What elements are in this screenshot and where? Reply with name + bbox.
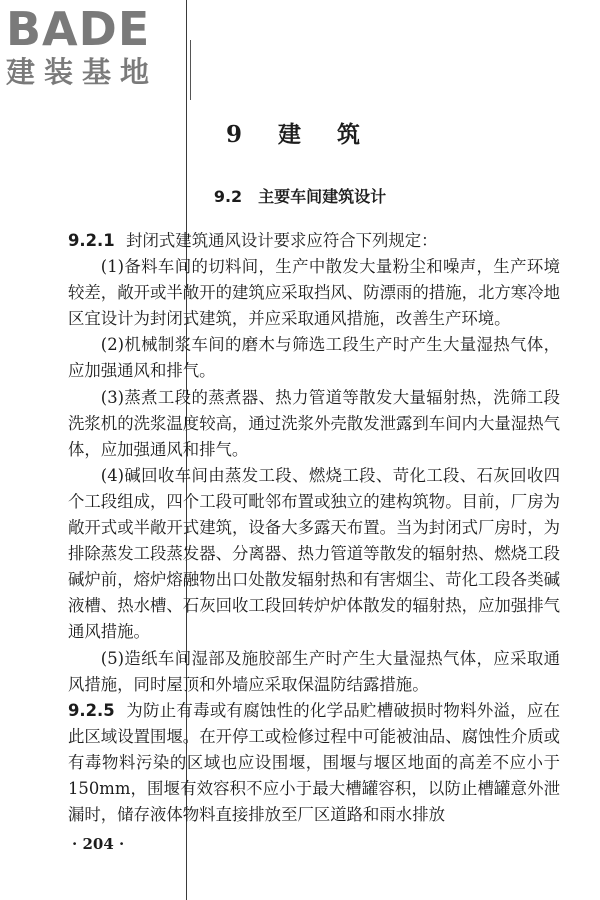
clause-9-2-5 — [68, 698, 560, 828]
logo-subtitle: 建装基地 — [6, 55, 159, 89]
page-number: · 204 · — [72, 835, 125, 853]
clause-item: (1)备料车间的切料间，生产中散发大量粉尘和噪声，生产环境较差，敞开或半敞开的建筑应采取挡风、防漂雨的措施，北方寒冷地区宜设计为封闭式建筑，并应采取通风措施，改善生产环境。 — [68, 257, 560, 329]
document-body — [68, 228, 560, 828]
chapter-title: 9 建 筑 — [225, 121, 375, 148]
binding-line-secondary — [190, 40, 191, 100]
clause-item: (5)造纸车间湿部及施胶部生产时产生大量湿热气体，应采取通风措施，同时屋顶和外墙应采取保温防结露措施。 — [68, 648, 560, 694]
section-title: 9.2 主要车间建筑设计 — [213, 187, 387, 206]
clause-number: 9.2.1 — [68, 231, 115, 250]
site-logo — [6, 4, 158, 88]
clause-item: (2)机械制浆车间的磨木与筛选工段生产时产生大量湿热气体，应加强通风和排气。 — [68, 335, 560, 381]
clause-item: (4)碱回收车间由蒸发工段、燃烧工段、苛化工段、石灰回收四个工段组成，四个工段可毗邻布置或独立的建构筑物。目前，厂房为敞开式或半敞开式建筑，设备大多露天布置。当为封闭式厂房时，为排除蒸发工段蒸发器、分离器、热力管道等散发的辐射热、燃烧工段碱炉前，熔炉熔融物出口处散发辐射热和有害烟尘、苛化工段各类碱液槽、热水槽、石灰回收工段回转炉炉体散发的辐射热，应加强排气通风措施。 — [68, 465, 560, 642]
logo-wordmark: BADE — [6, 2, 151, 56]
clause-number: 9.2.5 — [68, 700, 115, 720]
clause-9-2-1 — [68, 228, 560, 254]
clause-text: 为防止有毒或有腐蚀性的化学品贮槽破损时物料外溢，应在此区域设置围堰。在开停工或检修过程中可能被油品、腐蚀性介质或有毒物料污染的区域也应设围堰，围堰与堰区地面的高差不应小于 150mm，围堰有效容积不应小于最大槽罐容积，以防止槽罐意外泄漏时，储存液体物料直接排放至厂区道路和雨水排放 — [68, 700, 560, 825]
clause-text: 封闭式建筑通风设计要求应符合下列规定： — [126, 231, 438, 250]
clause-item: (3)蒸煮工段的蒸煮器、热力管道等散发大量辐射热，洗筛工段洗浆机的洗浆温度较高，通过洗浆外壳散发泄露到车间内大量湿热气体，应加强通风和排气。 — [68, 387, 560, 459]
